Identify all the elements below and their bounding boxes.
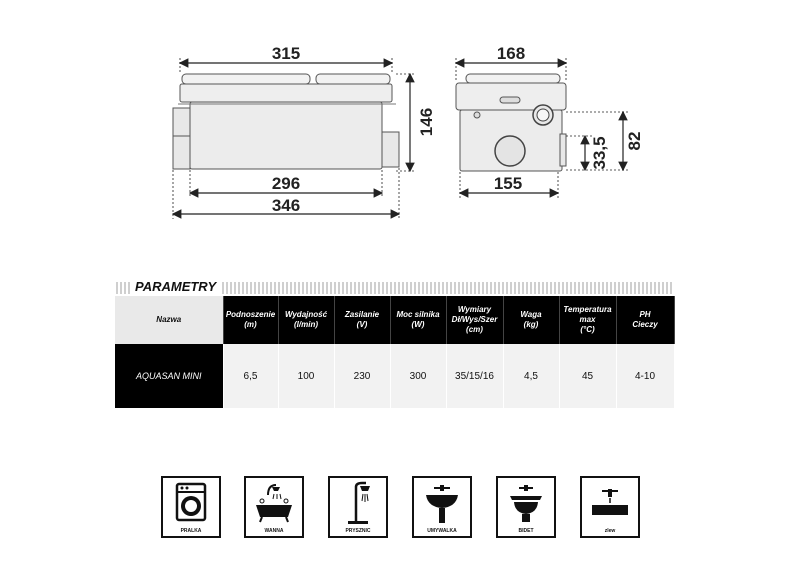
table-row <box>115 344 674 408</box>
table-cell: 100 <box>278 344 334 408</box>
side-view <box>456 74 566 171</box>
dim-inlet-height: 33,5 <box>590 136 609 170</box>
dimension-drawing <box>0 0 789 260</box>
product-name-cell: AQUASAN MINI <box>115 344 223 408</box>
application-label: zlew <box>604 528 616 534</box>
table-cell: 230 <box>334 344 390 408</box>
table-cell: 35/15/16 <box>446 344 503 408</box>
shower-icon <box>336 481 380 525</box>
application-label: BIDET <box>518 528 534 534</box>
application-label: UMYWALKA <box>427 528 457 534</box>
table-cell: 4,5 <box>503 344 559 408</box>
parameters-title: PARAMETRY <box>135 279 217 294</box>
front-view <box>173 74 399 169</box>
dim-front-width-top: 315 <box>271 44 301 63</box>
header-cell: Podnoszenie (m) <box>223 296 278 344</box>
table-cell: 4-10 <box>616 344 674 408</box>
washing-machine-icon <box>169 481 213 525</box>
table-cell: 300 <box>390 344 446 408</box>
washbasin-icon <box>420 481 464 525</box>
bathtub-icon <box>252 481 296 525</box>
application-label: PRALKA <box>180 528 202 534</box>
application-label: PRYSZNIC <box>345 528 371 534</box>
title-stripe-lead <box>116 282 130 294</box>
header-cell: Waga (kg) <box>503 296 559 344</box>
title-stripe <box>222 282 674 294</box>
header-cell: Wymiary Dł/Wys/Szer (cm) <box>446 296 503 344</box>
table-cell: 45 <box>559 344 616 408</box>
application-prysznic <box>328 476 388 538</box>
application-label: WANNA <box>264 528 284 534</box>
application-zlew <box>580 476 640 538</box>
header-cell: Zasilanie (V) <box>334 296 390 344</box>
table-header-row <box>115 296 674 344</box>
application-wanna <box>244 476 304 538</box>
dim-side-height: 82 <box>625 131 644 151</box>
application-bidet <box>496 476 556 538</box>
header-cell: Nazwa <box>115 296 223 344</box>
application-umywalka <box>412 476 472 538</box>
parameters-table <box>115 296 675 408</box>
dim-front-height: 146 <box>417 107 436 137</box>
dim-side-width-bottom: 155 <box>493 174 523 193</box>
header-cell: Temperatura max (°C) <box>559 296 616 344</box>
header-cell: Moc silnika (W) <box>390 296 446 344</box>
bidet-icon <box>504 481 548 525</box>
dim-front-width-inner: 296 <box>271 174 301 193</box>
header-cell: PH Cieczy <box>616 296 674 344</box>
header-cell: Wydajność (l/min) <box>278 296 334 344</box>
sink-icon <box>588 481 632 525</box>
dim-side-width: 168 <box>496 44 526 63</box>
dim-front-width-total: 346 <box>271 196 301 215</box>
table-cell: 6,5 <box>223 344 278 408</box>
application-pralka <box>161 476 221 538</box>
